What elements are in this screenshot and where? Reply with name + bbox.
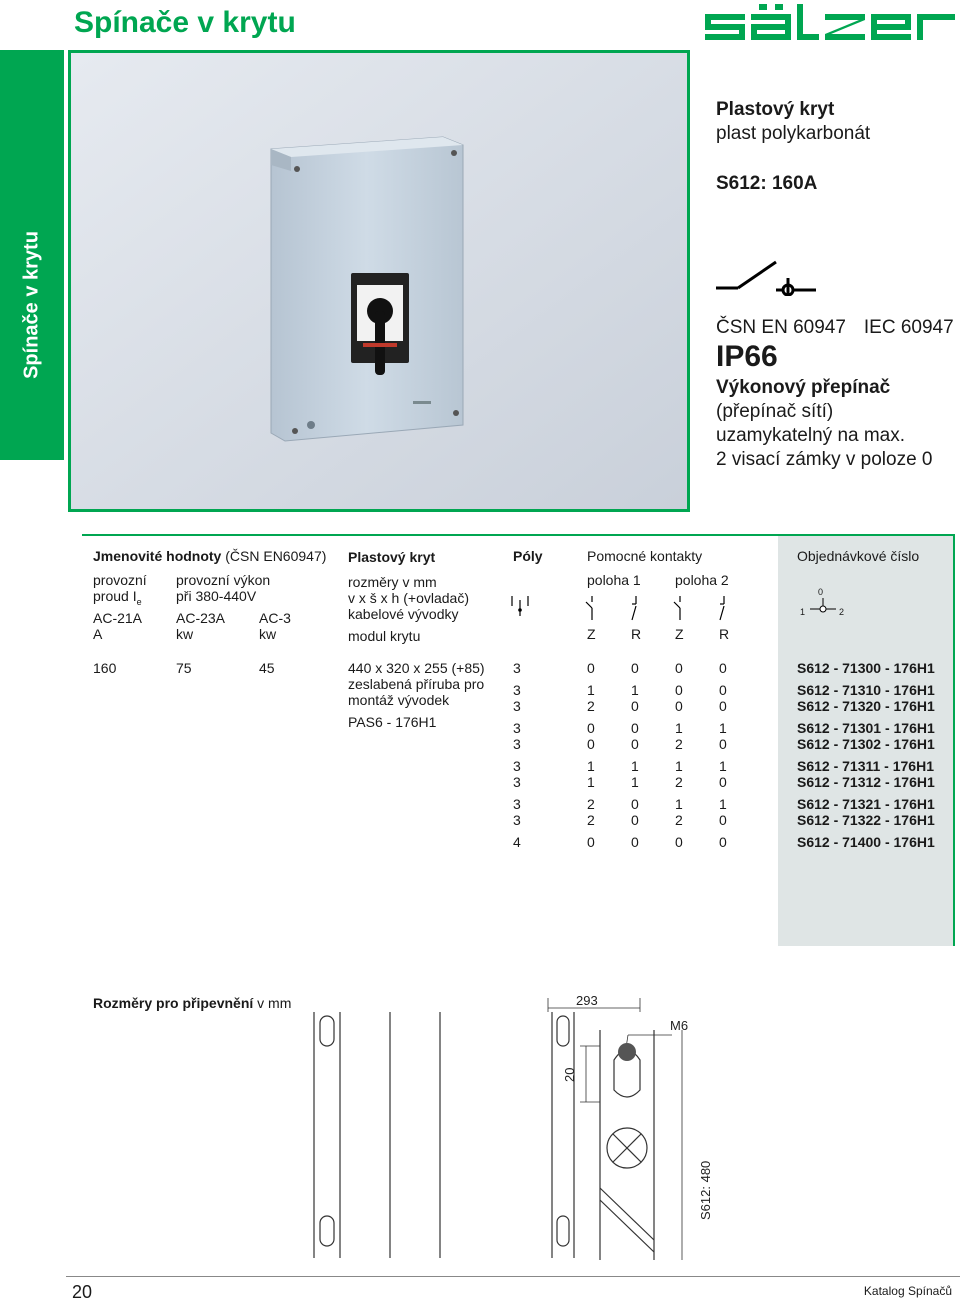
page-number: 20: [72, 1282, 93, 1302]
row-r2: 0: [719, 812, 727, 828]
case-header: Plastový kryt: [348, 549, 436, 565]
row-r1: 1: [631, 758, 639, 774]
row-poles: 3: [513, 660, 521, 676]
screw-icon: [292, 428, 298, 434]
row-z1: 0: [587, 834, 595, 850]
case-glands-label: kabelové vývodky: [348, 606, 459, 622]
row-r2: 0: [719, 660, 727, 676]
row-z2: 2: [675, 774, 683, 790]
row-r2: 0: [719, 736, 727, 752]
row-r1: 0: [631, 812, 639, 828]
row-order-number: S612 - 71322 - 176H1: [797, 812, 935, 828]
row-poles: 3: [513, 774, 521, 790]
row-z1: 0: [587, 660, 595, 676]
screw-icon: [453, 410, 459, 416]
row-z1: 0: [587, 720, 595, 736]
row-order-number: S612 - 71320 - 176H1: [797, 698, 935, 714]
aux-z1-label: Z: [587, 626, 596, 642]
row-z1: 1: [587, 774, 595, 790]
switch-symbol-icon: [716, 260, 826, 296]
page-title: Spínače v krytu: [74, 6, 296, 39]
row-r2: 0: [719, 774, 727, 790]
position-1-label: poloha 1: [587, 572, 641, 588]
aux-r2-label: R: [719, 626, 730, 642]
case-heading: Plastový kryt: [716, 99, 835, 120]
unit-kw: kw: [176, 626, 194, 642]
ac3-label: AC-3: [259, 610, 291, 626]
row-r2: 1: [719, 758, 727, 774]
ac23-label: AC-23A: [176, 610, 226, 626]
catalog-name: Katalog Spínačů: [863, 1284, 952, 1298]
row-r1: 0: [631, 834, 639, 850]
mounting-hole-icon: [618, 1043, 636, 1061]
row-r2: 0: [719, 682, 727, 698]
ac21-label: AC-21A: [93, 610, 143, 626]
row-z2: 0: [675, 682, 683, 698]
row-poles: 3: [513, 758, 521, 774]
row-r2: 1: [719, 796, 727, 812]
row-poles: 3: [513, 698, 521, 714]
row-r1: 0: [631, 796, 639, 812]
row-z2: 1: [675, 758, 683, 774]
row-z2: 0: [675, 834, 683, 850]
aux-z2-label: Z: [675, 626, 684, 642]
row-order-number: S612 - 71321 - 176H1: [797, 796, 935, 812]
row-r1: 0: [631, 720, 639, 736]
value-flange-1: zeslabená příruba pro: [348, 676, 485, 692]
row-r1: 0: [631, 698, 639, 714]
row-r2: 1: [719, 720, 727, 736]
unit-a: A: [93, 626, 103, 642]
value-current: 160: [93, 660, 117, 676]
power-label-1: provozní výkon: [176, 572, 271, 588]
brand-logo: [705, 4, 955, 42]
row-r1: 0: [631, 736, 639, 752]
row-r1: 1: [631, 774, 639, 790]
side-tab-label: Spínače v krytu: [20, 231, 43, 379]
table-right-border: [953, 534, 955, 946]
row-r1: 0: [631, 660, 639, 676]
switch-type: Výkonový přepínač: [716, 377, 891, 398]
row-z2: 0: [675, 698, 683, 714]
order-header: Objednávkové číslo: [797, 548, 920, 564]
row-order-number: S612 - 71310 - 176H1: [797, 682, 935, 698]
mounting-drawing: [300, 990, 720, 1270]
switch-pos-2: 2: [839, 607, 845, 617]
row-z2: 2: [675, 812, 683, 828]
aux-contact-symbols-icon: [582, 594, 742, 624]
row-r2: 0: [719, 698, 727, 714]
product-photo: [68, 50, 690, 512]
case-dims-label: rozměry v mm: [348, 574, 437, 590]
switch-pos-1: 1: [800, 607, 806, 617]
case-material: plast polykarbonát: [716, 123, 871, 144]
row-order-number: S612 - 71312 - 176H1: [797, 774, 935, 790]
current-label-1: provozní: [93, 572, 147, 588]
aux-header: Pomocné kontakty: [587, 548, 703, 564]
row-poles: 3: [513, 736, 521, 752]
row-poles: 3: [513, 682, 521, 698]
current-label-2: proud $I_e$: [93, 588, 142, 607]
row-z1: 0: [587, 736, 595, 752]
row-r2: 0: [719, 834, 727, 850]
product-info: [716, 98, 956, 472]
row-r1: 1: [631, 682, 639, 698]
case-dims-format: v x š x h (+ovladač): [348, 590, 469, 606]
value-dimensions: 440 x 320 x 255 (+85): [348, 660, 485, 676]
power-label-2: při 380-440V: [176, 588, 257, 604]
switch-type-detail: (přepínač sítí): [716, 401, 834, 422]
row-poles: 3: [513, 796, 521, 812]
dim-thread: M6: [670, 1018, 689, 1033]
lock-info-2: 2 visací zámky v poloze 0: [716, 449, 933, 470]
row-z2: 0: [675, 660, 683, 676]
enclosure-illustration: [71, 53, 687, 509]
ip-rating: IP66: [716, 340, 778, 373]
unit-kw: kw: [259, 626, 277, 642]
table-top-border: [82, 534, 955, 536]
standard-csn: ČSN EN 60947: [716, 317, 846, 338]
poles-symbol-icon: [508, 592, 536, 622]
screw-icon: [451, 150, 457, 156]
row-z2: 1: [675, 796, 683, 812]
dim-offset: 20: [562, 1067, 577, 1082]
row-poles: 4: [513, 834, 521, 850]
value-module: PAS6 - 176H1: [348, 714, 437, 730]
side-tab: [0, 50, 64, 460]
row-z1: 2: [587, 796, 595, 812]
ratings-header: Jmenovité hodnoty (ČSN EN60947): [93, 548, 327, 564]
model-rating: S612: 160A: [716, 173, 818, 194]
row-z1: 1: [587, 758, 595, 774]
row-z2: 1: [675, 720, 683, 736]
row-order-number: S612 - 71301 - 176H1: [797, 720, 935, 736]
row-poles: 3: [513, 720, 521, 736]
value-ac3: 45: [259, 660, 275, 676]
lock-info-1: uzamykatelný na max.: [716, 425, 906, 446]
screw-icon: [294, 166, 300, 172]
row-z1: 1: [587, 682, 595, 698]
row-order-number: S612 - 71311 - 176H1: [797, 758, 934, 774]
standard-iec: IEC 60947: [863, 317, 954, 338]
dim-width: 293: [576, 993, 598, 1008]
value-flange-2: montáž vývodek: [348, 692, 450, 708]
row-z1: 2: [587, 812, 595, 828]
row-order-number: S612 - 71300 - 176H1: [797, 660, 935, 676]
footer-divider: [66, 1276, 960, 1277]
row-z2: 2: [675, 736, 683, 752]
dim-height: S612: 480: [698, 1160, 713, 1220]
position-2-label: poloha 2: [675, 572, 729, 588]
aux-r1-label: R: [631, 626, 642, 642]
switch-pos-0: 0: [818, 587, 824, 597]
dimensions-title: Rozměry pro připevnění v mm: [93, 995, 292, 1011]
value-ac23: 75: [176, 660, 192, 676]
row-poles: 3: [513, 812, 521, 828]
row-order-number: S612 - 71302 - 176H1: [797, 736, 935, 752]
row-order-number: S612 - 71400 - 176H1: [797, 834, 935, 850]
poles-header: Póly: [513, 548, 543, 564]
case-module-label: modul krytu: [348, 628, 421, 644]
switch-position-icon: [808, 596, 838, 614]
row-z1: 2: [587, 698, 595, 714]
